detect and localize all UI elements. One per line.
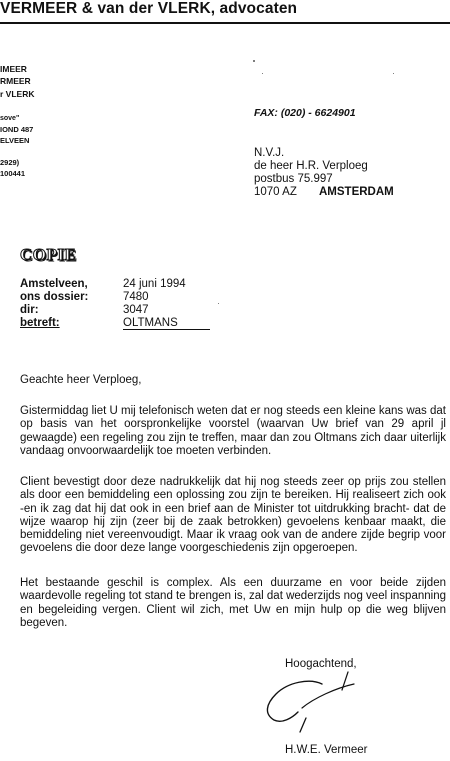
meta-value: 24 juni 1994	[123, 278, 186, 290]
recipient-line: N.V.J.	[254, 147, 285, 159]
meta-label: Amstelveen,	[20, 278, 88, 290]
recipient-postcode: 1070 AZ	[254, 186, 297, 198]
left-column-line: 2929)	[0, 158, 20, 167]
left-column-line: ELVEEN	[0, 136, 30, 145]
scan-speck	[393, 73, 394, 74]
recipient-line: postbus 75.997	[254, 173, 333, 185]
scan-speck	[218, 303, 219, 304]
meta-label: dir:	[20, 304, 39, 316]
meta-value: 7480	[123, 291, 149, 303]
header-rule	[0, 22, 450, 24]
closing: Hoogachtend,	[285, 658, 357, 670]
salutation: Geachte heer Verploeg,	[20, 374, 142, 386]
meta-label: betreft:	[20, 317, 60, 329]
meta-label: ons dossier:	[20, 291, 89, 303]
recipient-line: de heer H.R. Verploeg	[254, 160, 368, 172]
meta-value: OLTMANS	[123, 317, 210, 330]
scan-speck	[253, 60, 255, 62]
left-column-line: 100441	[0, 169, 26, 178]
firm-name: VERMEER & van der VLERK, advocaten	[0, 0, 298, 17]
left-column-line: sove"	[0, 115, 20, 122]
fax-number: FAX: (020) - 6624901	[254, 107, 356, 119]
left-column-line: IOND 487	[0, 125, 34, 134]
body-paragraph: Gistermiddag liet U mij telefonisch weten dat er nog steeds een kleine kans was dat op basis van het oorspronkelijke voorstel (waarvan Uw brief van 29 april jl gewaagde) een regeling zou zijn te treffen, maar dan zou Oltmans zich daar uiterlijk vandaag onvoorwaardelijk toe moeten verbinden.	[20, 405, 446, 457]
left-column-line: RMEER	[0, 76, 31, 86]
copie-stamp: COPIE	[20, 245, 77, 264]
left-column-line: IMEER	[0, 64, 27, 74]
body-paragraph: Client bevestigt door deze nadrukkelijk dat hij nog steeds zeer op prijs zou stellen als door een bemiddeling een oplossing zou zijn te bereiken. Hij realiseert zich ook -en ik zag dat hij dat ook in een brief aan de Minister tot uitdrukking bracht- dat de wijze waarop hij zijn (zeer bij de zaak betrokken) gevoelens kenbaar maakt, die bemiddeling niet vereenvoudigt. Maar ik vraag ook van de andere zijde begrip voor gevoelens die door deze lange voorgeschiedenis zijn opgeroepen.	[20, 476, 446, 555]
scan-speck	[262, 73, 263, 74]
signature-icon	[258, 668, 368, 734]
meta-value: 3047	[123, 304, 149, 316]
recipient-city: AMSTERDAM	[319, 186, 394, 198]
body-paragraph: Het bestaande geschil is complex. Als een duurzame en voor beide zijden waardevolle regeling tot stand te brengen is, zal dat wederzijds nog veel inspanning en begeleiding vergen. Client wil zich, met Uw en mijn hulp op die weg blijven begeven.	[20, 577, 446, 629]
left-column-line: r VLERK	[0, 89, 35, 99]
signer-name: H.W.E. Vermeer	[285, 744, 368, 756]
